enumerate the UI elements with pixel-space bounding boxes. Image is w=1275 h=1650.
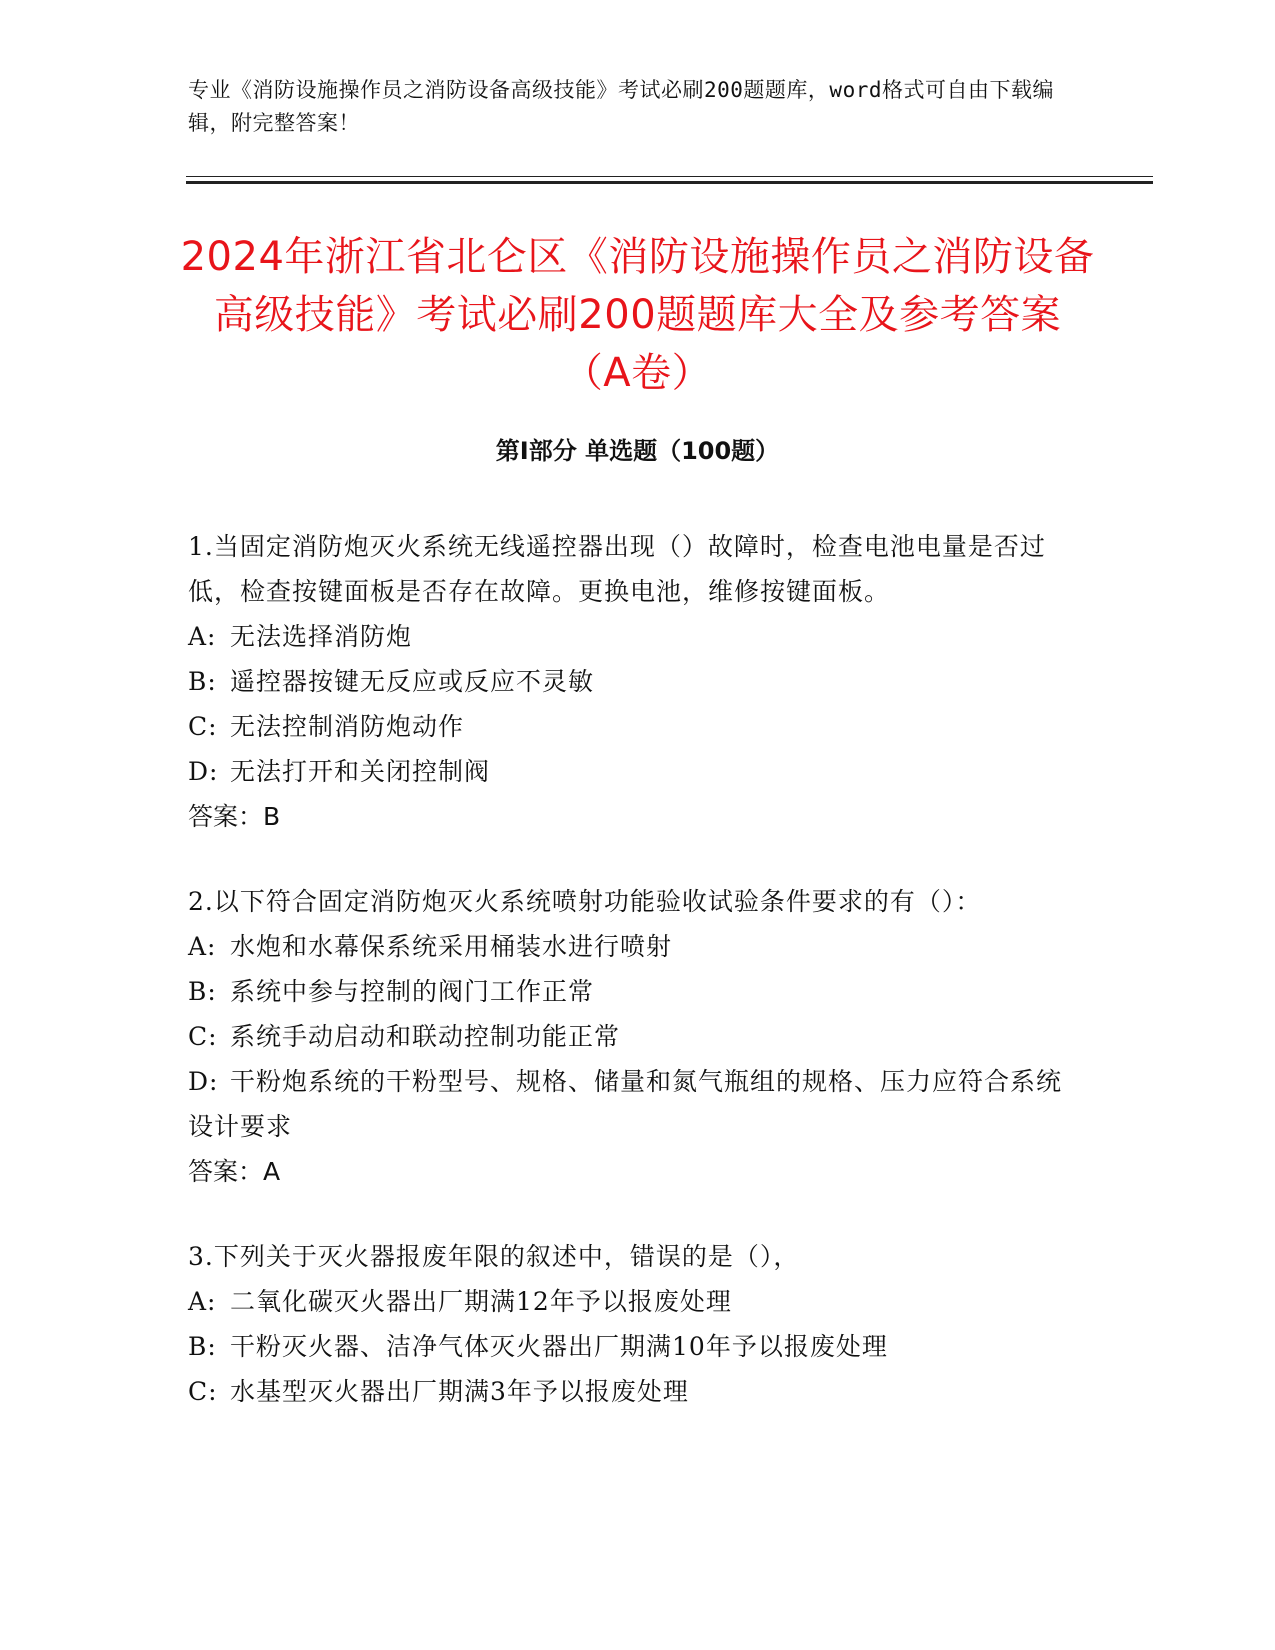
option-letter: B:: [188, 977, 217, 1006]
option-letter: B:: [188, 667, 217, 696]
option-letter: D:: [188, 757, 219, 786]
option-text: 干粉灭火器、洁净气体灭火器出厂期满10年予以报废处理: [230, 1332, 888, 1361]
question-text: 2.以下符合固定消防炮灭火系统喷射功能验收试验条件要求的有（）：: [188, 887, 982, 916]
option-text: 系统中参与控制的阀门工作正常: [230, 977, 595, 1006]
option-c: [188, 704, 1068, 749]
option-d: [188, 749, 1068, 794]
section-title: 第I部分 单选题（100题）: [495, 437, 780, 465]
question-3: [188, 1234, 1068, 1414]
option-letter: D:: [188, 1067, 219, 1096]
option-letter: A:: [188, 622, 217, 651]
option-letter: C:: [188, 712, 218, 741]
option-b: [188, 969, 1068, 1014]
option-letter: C:: [188, 1377, 218, 1406]
option-a: [188, 614, 1068, 659]
question-2: [188, 879, 1068, 1194]
option-letter: B:: [188, 1332, 217, 1361]
option-d: [188, 1059, 1068, 1149]
answer-line: 答案：B: [188, 802, 281, 831]
question-1: [188, 524, 1068, 839]
option-b: [188, 1324, 1068, 1369]
option-letter: A:: [188, 932, 217, 961]
option-text: 干粉炮系统的干粉型号、规格、储量和氮气瓶组的规格、压力应符合系统设计要求: [188, 1067, 1063, 1141]
option-text: 二氧化碳灭火器出厂期满12年予以报废处理: [230, 1287, 732, 1316]
option-a: [188, 1279, 1068, 1324]
option-b: [188, 659, 1068, 704]
question-text: 1.当固定消防炮灭火系统无线遥控器出现（）故障时，检查电池电量是否过低，检查按键面板是否存在故障。更换电池，维修按键面板。: [188, 532, 1046, 606]
option-text: 系统手动启动和联动控制功能正常: [230, 1022, 621, 1051]
option-text: 水炮和水幕保系统采用桶装水进行喷射: [230, 932, 673, 961]
question-list: [188, 524, 1068, 1454]
question-text: 3.下列关于灭火器报废年限的叙述中，错误的是（），: [188, 1242, 800, 1271]
option-text: 水基型灭火器出厂期满3年予以报废处理: [230, 1377, 689, 1406]
option-text: 无法打开和关闭控制阀: [230, 757, 491, 786]
option-c: [188, 1369, 1068, 1414]
option-letter: A:: [188, 1287, 217, 1316]
header-note: 专业《消防设施操作员之消防设备高级技能》考试必刷200题题库，word格式可自由下载编辑，附完整答案！: [188, 78, 1054, 135]
option-a: [188, 924, 1068, 969]
option-text: 无法选择消防炮: [230, 622, 413, 651]
option-text: 遥控器按键无反应或反应不灵敏: [230, 667, 595, 696]
document-title: 2024年浙江省北仑区《消防设施操作员之消防设备高级技能》考试必刷200题题库大全及参考答案（A卷）: [180, 234, 1095, 396]
header-divider-thin: [186, 176, 1153, 177]
answer-line: 答案：A: [188, 1157, 281, 1186]
option-text: 无法控制消防炮动作: [230, 712, 465, 741]
option-letter: C:: [188, 1022, 218, 1051]
header-divider-thick: [186, 181, 1153, 184]
option-c: [188, 1014, 1068, 1059]
